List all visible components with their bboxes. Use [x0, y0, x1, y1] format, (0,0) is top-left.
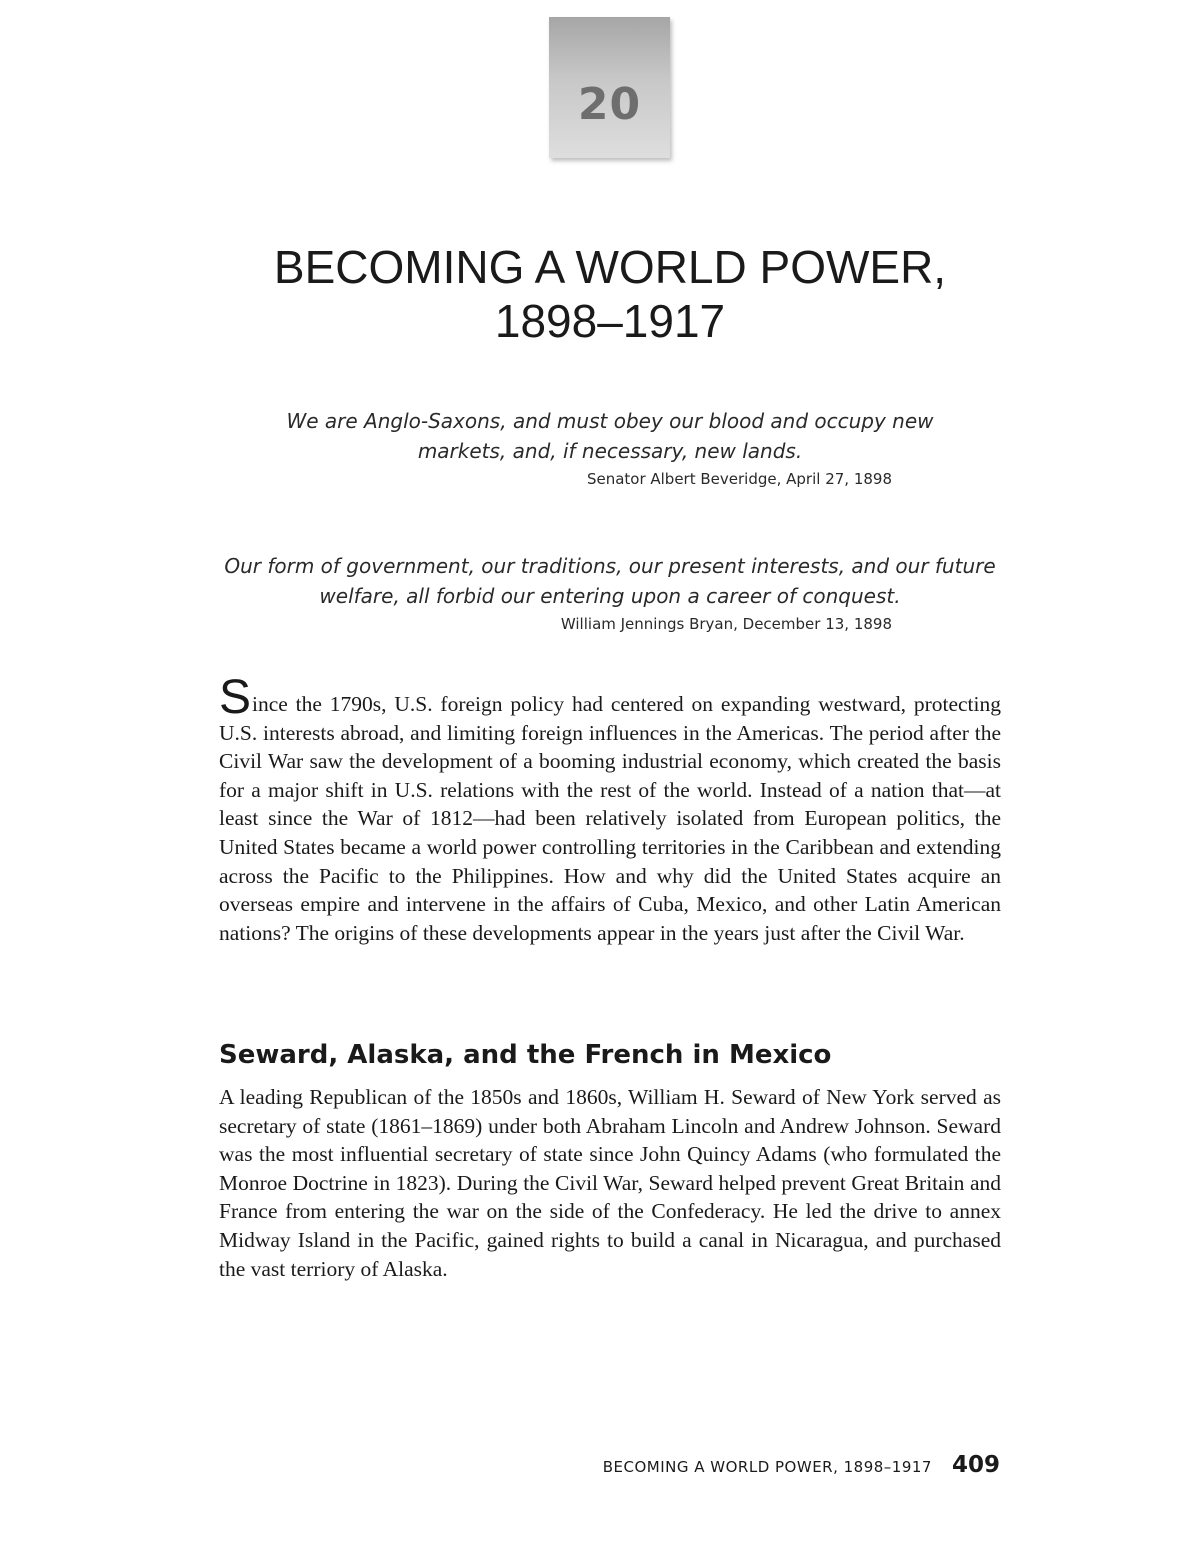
- chapter-number-box: [549, 17, 670, 158]
- chapter-number: 20: [577, 79, 642, 130]
- intro-paragraph: [219, 671, 1001, 947]
- epigraph-beveridge: [200, 406, 1020, 488]
- epigraph-attribution: Senator Albert Beveridge, April 27, 1898: [586, 470, 892, 488]
- epigraph-line: Our form of government, our traditions, our present interests, and our future: [224, 554, 996, 578]
- page-number: 409: [951, 1452, 1000, 1478]
- epigraph-bryan: [200, 551, 1020, 633]
- section-paragraph: A leading Republican of the 1850s and 1860s, William H. Seward of New York served as secretary of state (1861–1869) under both Abraham Lincoln and Andrew Johnson. Seward was the most influential secretary of state since John Quincy Adams (who formulated the Monroe Doctrine in 1823). During the Civil War, Seward helped prevent Great Britain and France from entering the war on the side of the Confederacy. He led the drive to annex Midway Island in the Pacific, gained rights to build a canal in Nicaragua, and purchased the vast terriory of Alaska.: [219, 1085, 1001, 1281]
- running-footer: [603, 1452, 1000, 1478]
- epigraph-quote: [200, 406, 1020, 466]
- section-heading: Seward, Alaska, and the French in Mexico: [219, 1040, 832, 1070]
- epigraph-quote: [200, 551, 1020, 611]
- drop-cap: S: [219, 671, 252, 724]
- footer-running-title: BECOMING A WORLD POWER, 1898–1917: [602, 1458, 932, 1476]
- chapter-title-line1: BECOMING A WORLD POWER,: [273, 241, 947, 293]
- epigraph-line: markets, and, if necessary, new lands.: [417, 439, 803, 463]
- epigraph-line: welfare, all forbid our entering upon a career of conquest.: [319, 584, 901, 608]
- epigraph-line: We are Anglo-Saxons, and must obey our blood and occupy new: [286, 409, 934, 433]
- intro-text: ince the 1790s, U.S. foreign policy had centered on expanding westward, protecting U.S. interests abroad, and limiting foreign influences in the Americas. The period after the Civil War saw the development of a booming industrial economy, which created the basis for a major shift in U.S. relations with the rest of the world. Instead of a nation that—at least since the War of 1812—had been relatively isolated from European politics, the United States became a world power controlling territories in the Caribbean and extending across the Pacific to the Philippines. How and why did the United States acquire an overseas empire and intervene in the affairs of Cuba, Mexico, and other Latin American nations? The origins of these developments appear in the years just after the Civil War.: [219, 692, 1001, 945]
- chapter-title: [150, 240, 1070, 348]
- chapter-title-line2: 1898–1917: [494, 295, 726, 347]
- epigraph-attribution: William Jennings Bryan, December 13, 1898: [560, 615, 892, 633]
